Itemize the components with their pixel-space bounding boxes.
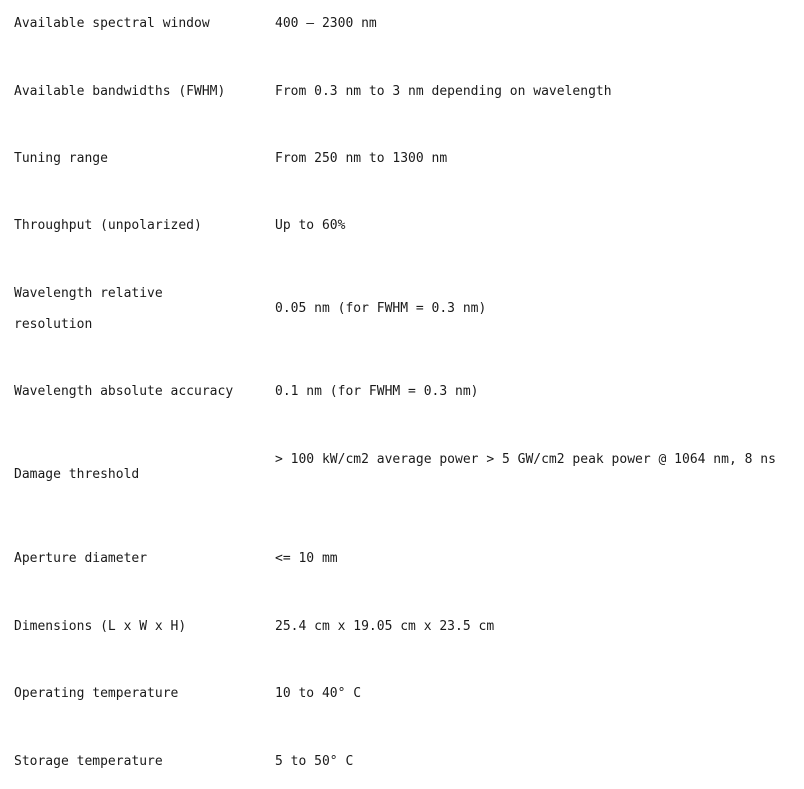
spec-row-bandwidths bbox=[0, 76, 804, 107]
spec-row-absolute-accuracy bbox=[0, 376, 804, 407]
spec-value: From 250 nm to 1300 nm bbox=[275, 151, 448, 166]
spec-row-relative-resolution bbox=[0, 278, 804, 340]
spec-value: 0.05 nm (for FWHM = 0.3 nm) bbox=[275, 301, 487, 316]
spec-row-spectral-window bbox=[0, 8, 804, 39]
spec-label: Aperture diameter bbox=[14, 551, 148, 566]
spec-label: Damage threshold bbox=[14, 467, 140, 482]
spec-row-damage-threshold bbox=[0, 444, 804, 506]
spec-row-operating-temperature bbox=[0, 678, 804, 709]
spec-value: From 0.3 nm to 3 nm depending on wavelength bbox=[275, 84, 612, 99]
spec-label: Wavelength absolute accuracy bbox=[14, 384, 234, 399]
spec-label: Throughput (unpolarized) bbox=[14, 218, 202, 233]
spec-label: Tuning range bbox=[14, 151, 108, 166]
spec-label: Dimensions (L x W x H) bbox=[14, 619, 187, 634]
spec-value: Up to 60% bbox=[275, 218, 346, 233]
spec-value: 0.1 nm (for FWHM = 0.3 nm) bbox=[275, 384, 479, 399]
spec-label: Wavelength relative resolution bbox=[14, 286, 163, 332]
spec-row-throughput bbox=[0, 210, 804, 241]
spec-label: Available bandwidths (FWHM) bbox=[14, 84, 226, 99]
spec-value: 400 – 2300 nm bbox=[275, 16, 377, 31]
spec-value: 25.4 cm x 19.05 cm x 23.5 cm bbox=[275, 619, 495, 634]
spec-row-aperture bbox=[0, 543, 804, 574]
spec-value: 10 to 40° C bbox=[275, 686, 362, 701]
spec-value: > 100 kW/cm2 average power > 5 GW/cm2 peak power @ 1064 nm, 8 ns bbox=[275, 452, 776, 467]
spec-row-storage-temperature bbox=[0, 746, 804, 777]
spec-value: <= 10 mm bbox=[275, 551, 338, 566]
spec-label: Storage temperature bbox=[14, 754, 163, 769]
spec-label: Operating temperature bbox=[14, 686, 179, 701]
spec-row-tuning-range bbox=[0, 143, 804, 174]
spec-row-dimensions bbox=[0, 611, 804, 642]
spec-label: Available spectral window bbox=[14, 16, 210, 31]
spec-value: 5 to 50° C bbox=[275, 754, 354, 769]
